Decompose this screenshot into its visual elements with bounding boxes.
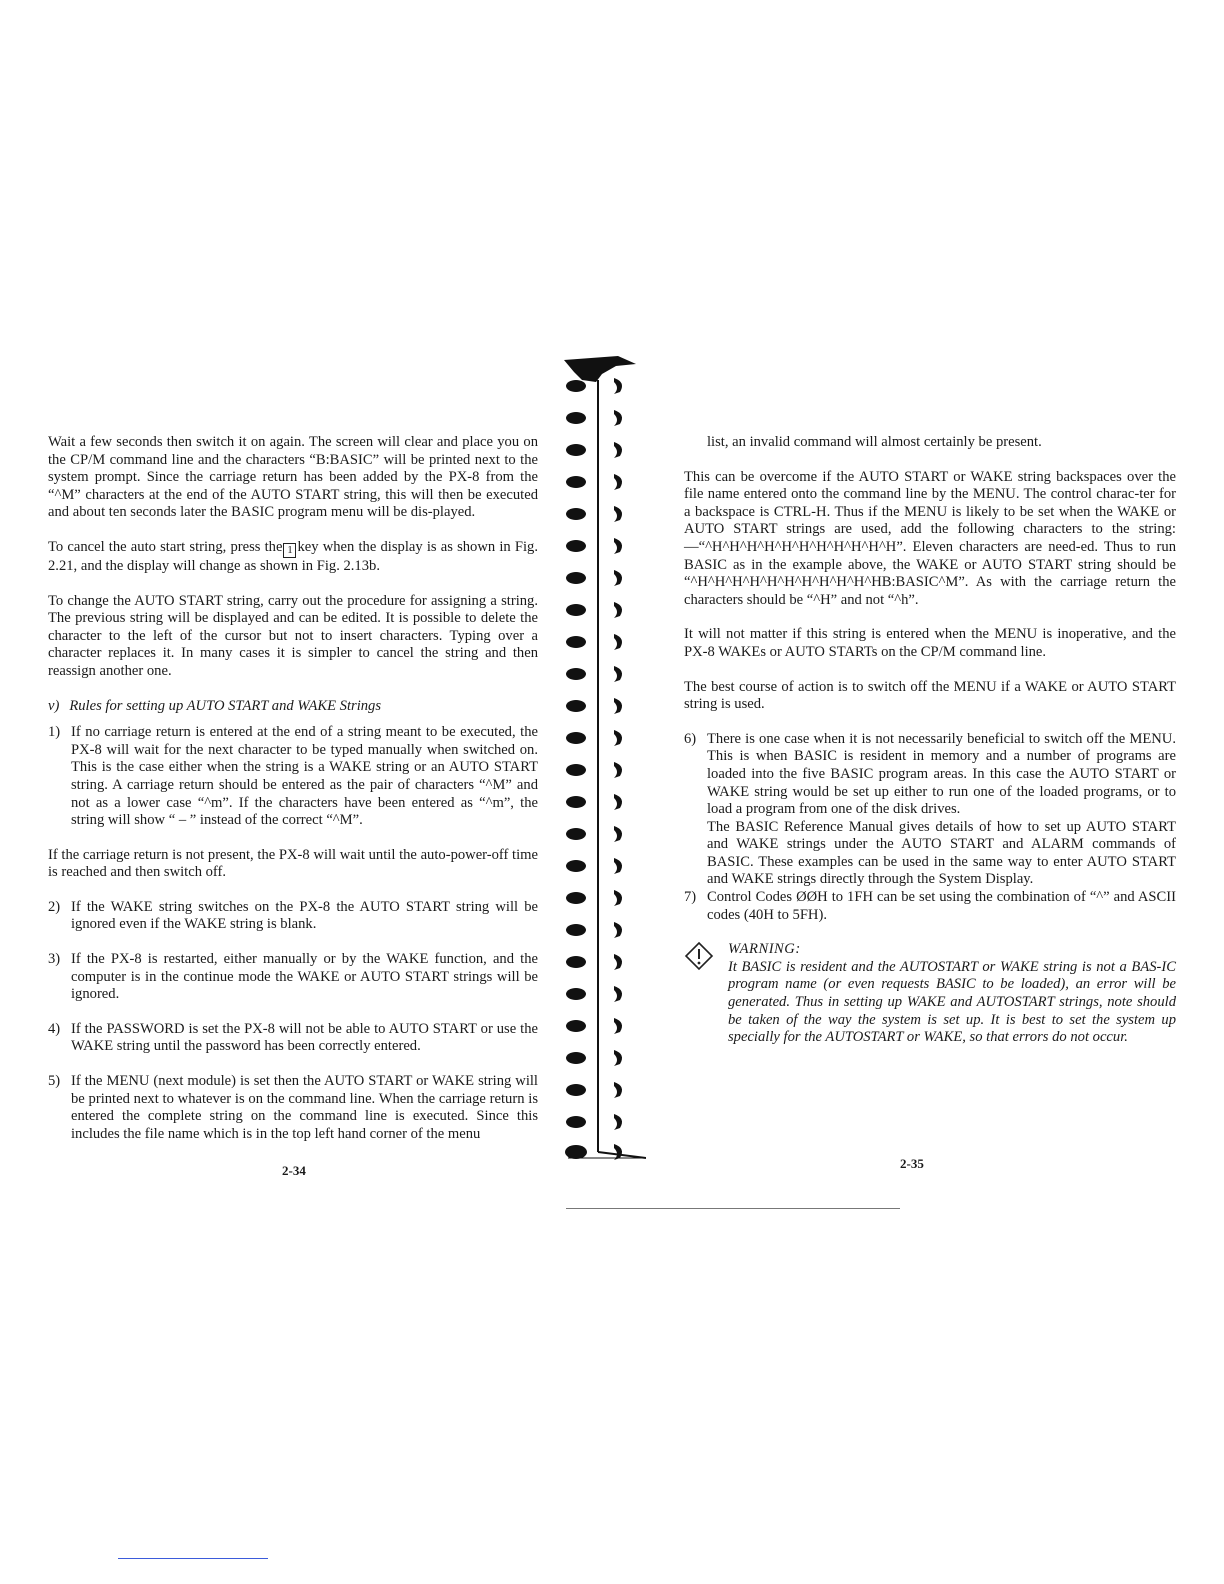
rule-number: 2) (48, 898, 61, 915)
rule-item (48, 1021, 538, 1056)
binding-base-line (566, 1208, 900, 1209)
warning-title: WARNING: (728, 941, 801, 958)
paragraph: If the carriage return is not present, the PX-8 will wait until the auto-power-off time is reached and then switch off. (48, 846, 538, 881)
rule-text: If the PASSWORD is set the PX-8 will not be able to AUTO START or use the WAKE string until the password has been correctly entered. (71, 1020, 538, 1055)
warning-box (684, 941, 1176, 1047)
rule-number: 3) (48, 951, 61, 968)
rule-text: If no carriage return is entered at the end of a string meant to be executed, the PX-8 will wait for the next character to be typed manually when switched on. This is the case either when the string is a WAKE string or an AUTO START string. A carriage return should be entered as the pair of characters “^M” and not as a lower case “^m”. If the characters have been entered as “^m”, the string will show “ – ” instead of the correct “^M”. (71, 724, 538, 829)
rule-item (48, 1073, 538, 1143)
rule-item (48, 724, 538, 830)
rule-text: If the MENU (next module) is set then the AUTO START or WAKE string will be printed next to whatever is on the command line. When the carriage return is entered the complete string on the command line is executed. Since this includes the file name which is in the top left hand corner of the menu (71, 1073, 538, 1142)
rule-item (48, 951, 538, 1004)
paragraph: To change the AUTO START string, carry out the procedure for assigning a string. The previous string will be displayed and can be edited. It is possible to delete the character to the left of the cursor but not to insert characters. Typing over a character replaces it. In many cases it is simpler to cancel the string and then reassign another one. (48, 592, 538, 679)
spiral-binding (556, 352, 646, 1172)
right-page-body (684, 434, 1176, 1047)
cancel-text-after: key when the display is as shown in Fig. 2.21, and the display will change as shown in Fig. 2.13b. (48, 538, 538, 574)
paragraph: The best course of action is to switch off the MENU if a WAKE or AUTO START string is used. (684, 678, 1176, 713)
rule-item (684, 731, 1176, 889)
rule-text-continued: The BASIC Reference Manual gives details of how to set up AUTO START and WAKE strings under the AUTO START and ALARM commands of BASIC. These examples can be used in the same way to enter AUTO START and WAKE strings directly through the System Display. (707, 818, 1176, 888)
continuation-line: list, an invalid command will almost certainly be present. (707, 434, 1042, 450)
rule-text: If the PX-8 is restarted, either manually or by the WAKE function, and the computer is in the continue mode the WAKE or AUTO START strings will be ignored. (71, 951, 538, 1003)
warning-icon (684, 941, 728, 1047)
section-number: v) (48, 697, 60, 714)
section-heading (48, 698, 538, 716)
page-number-left: 2-34 (282, 1163, 306, 1178)
footer-rule (118, 1558, 268, 1559)
rule-number: 6) (684, 730, 697, 747)
rule-item (684, 889, 1176, 924)
rule-number: 5) (48, 1073, 61, 1090)
rule-text: There is one case when it is not necessarily beneficial to switch off the MENU. This is when BASIC is resident in memory and a number of programs are loaded into the five BASIC program areas. In this case the AUTO START or WAKE string would be set up either to run one of the loaded programs, or to load a program from one of the disk drives. (707, 730, 1176, 818)
rule-item (48, 899, 538, 934)
paragraph: Wait a few seconds then switch it on again. The screen will clear and place you on the CP/M command line and the characters “B:BASIC” will be printed next to the system prompt. Since the carriage return has been added by the PX-8 from the “^M” characters at the end of the AUTO START string, this will then be executed and about ten seconds later the BASIC program menu will be dis-played. (48, 434, 538, 521)
rule-text: Control Codes ØØH to 1FH can be set using the combination of “^” and ASCII codes (40H to 5FH). (707, 889, 1176, 923)
binding-rings (565, 378, 622, 1160)
rule-number: 7) (684, 889, 697, 906)
page-number-right: 2-35 (900, 1156, 924, 1171)
paragraph: It will not matter if this string is entered when the MENU is inoperative, and the PX-8 WAKEs or AUTO STARTs on the CP/M command line. (684, 626, 1176, 660)
key-1-icon: 1 (283, 543, 296, 558)
rule-number: 1) (48, 724, 61, 741)
cancel-paragraph (48, 539, 538, 576)
paragraph: This can be overcome if the AUTO START or WAKE string backspaces over the file name entered onto the command line by the MENU. The control charac-ter for a backspace is CTRL-H. Thus if the MENU is likely to be set when the WAKE or AUTO START strings are used, add the following characters to the string:—“^H^H^H^H^H^H^H^H^H^H^H”. Eleven characters are need-ed. Thus to run BASIC as in the example above, the WAKE or AUTO START string should be “^H^H^H^H^H^H^H^H^H^H^HB:BASIC^M”. As with the carriage return the characters should be “^H” and not “^h”. (684, 468, 1176, 608)
left-page-body (48, 434, 538, 1160)
warning-text: It BASIC is resident and the AUTOSTART or WAKE string is not a BAS-IC program name (or even requests BASIC to be loaded), an error will be generated. Thus in setting up WAKE and AUTOSTART strings, note should be taken of the way the system is set up. It is best to set the system up specially for the AUTOSTART or WAKE, so that errors do not occur. (728, 958, 1176, 1046)
section-title: Rules for setting up AUTO START and WAKE Strings (69, 697, 382, 714)
rule-number: 4) (48, 1020, 61, 1037)
rule-text: If the WAKE string switches on the PX-8 the AUTO START string will be ignored even if the WAKE string is blank. (71, 898, 538, 933)
cancel-text-before: To cancel the auto start string, press the (48, 538, 283, 555)
